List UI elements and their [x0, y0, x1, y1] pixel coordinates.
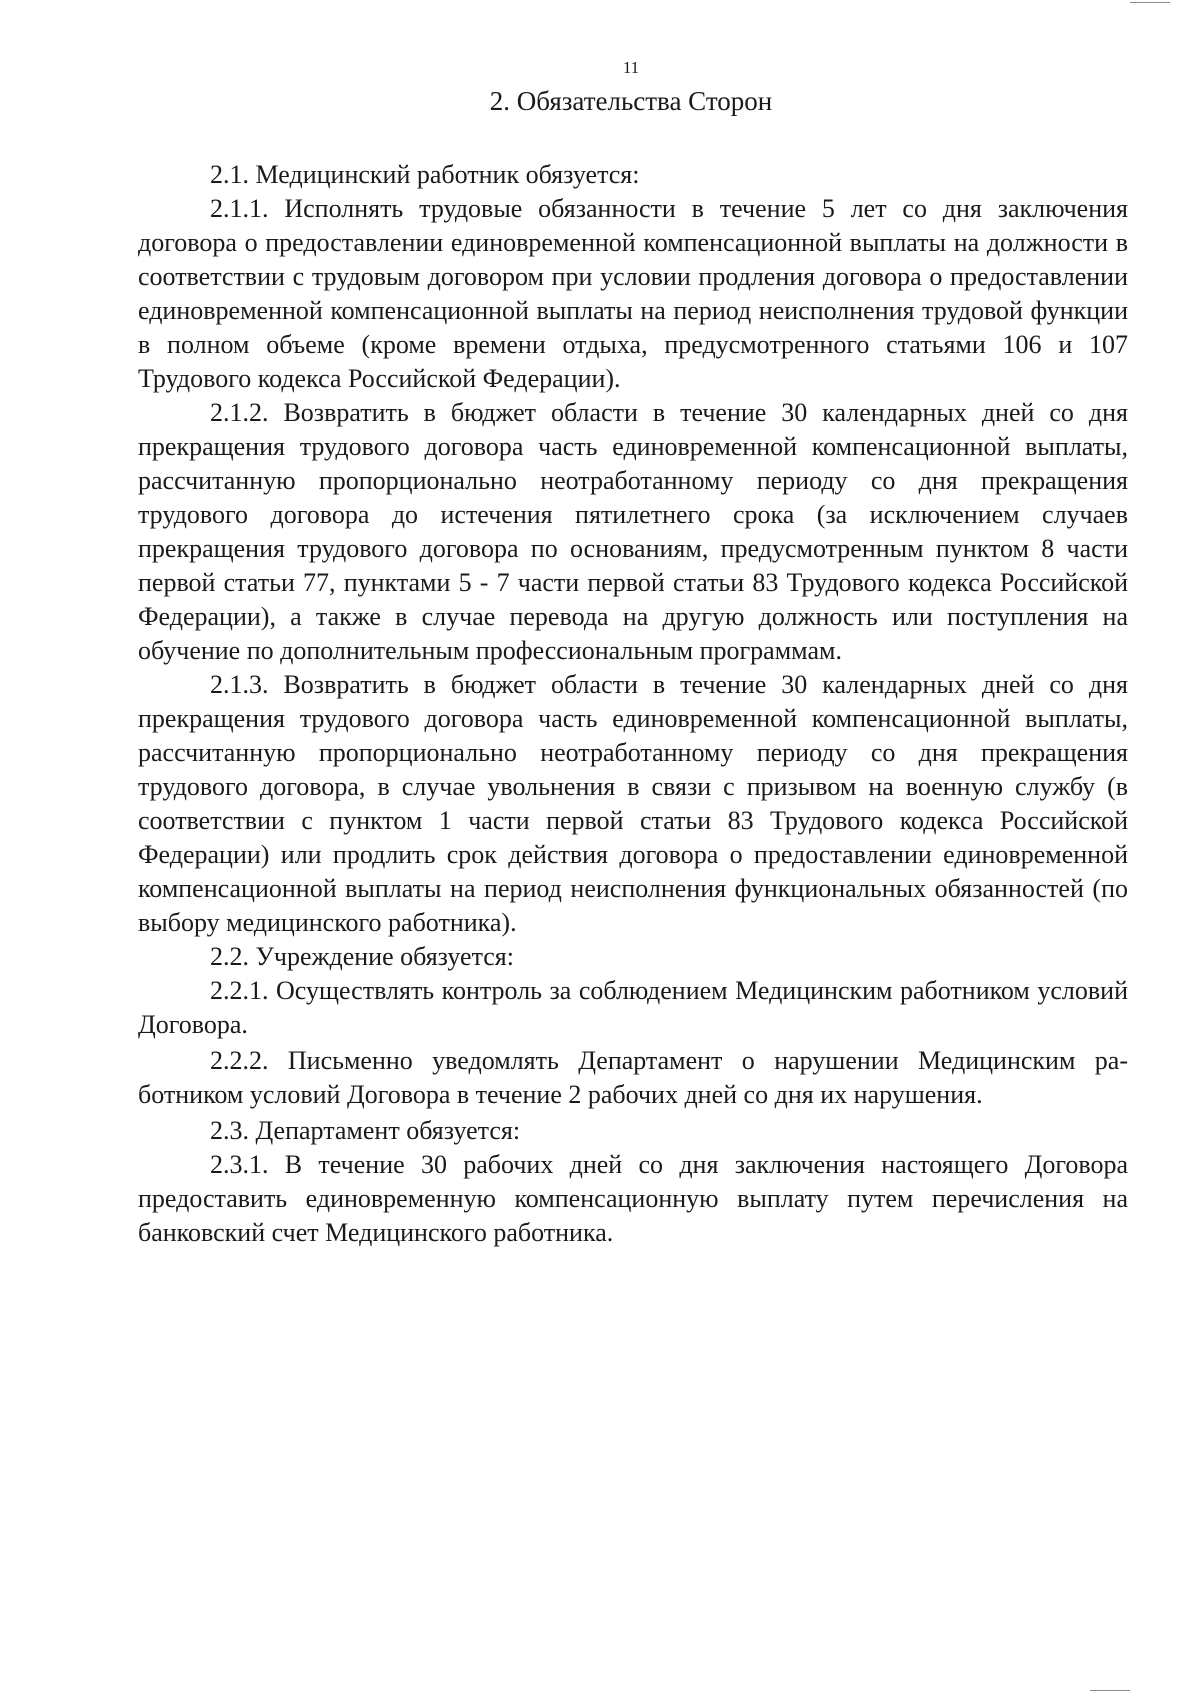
paragraph-2-1-3: 2.1.3. Возвратить в бюджет области в течение 30 календарных дней со дня прекращения трудового договора часть единовременной компенсационной выплаты, рассчитанную пропорционально неотработанному периоду со дня прекращения трудового договора, в случае увольнения в связи с призывом на военную службу (в соответствии с пунктом 1 части первой статьи 83 Трудового кодекса Российской Федерации) или продлить срок действия договора о предоставлении единовременной компенсационной выплаты на период неисполнения функциональных обязанностей (по выбору медицинского работника).: [138, 670, 1128, 937]
paragraph-2-2-1: 2.2.1. Осуществлять контроль за соблюдением Медицинским работником условий Договора.: [138, 976, 1128, 1039]
paragraph-2-1-2: 2.1.2. Возвратить в бюджет области в течение 30 календарных дней со дня прекращения трудового договора часть единовременной компенсационной выплаты, рассчитанную пропорционально неотработанному периоду со дня прекращения трудового договора до истечения пятилетнего срока (за исключением случаев прекращения трудового договора по основаниям, предусмотренным пунктом 8 части первой статьи 77, пунктами 5 - 7 части первой статьи 83 Трудового кодекса Российской Федерации), а также в случае перевода на другую должность или поступления на обучение по дополнительным профессиональным программам.: [138, 398, 1128, 665]
paragraph-2-3: 2.3. Департамент обязуется:: [210, 1116, 521, 1145]
document-body: [138, 158, 1128, 1250]
paragraph-2-2-2: 2.2.2. Письменно уведомлять Департамент о нарушении Медицинским работником условий Договора в течение 2 рабочих дней со дня их нарушения.: [138, 1046, 1128, 1109]
scan-artifact-bottom: [1090, 1690, 1130, 1691]
paragraph-2-1: 2.1. Медицинский работник обязуется:: [210, 160, 640, 189]
section-title: 2. Обязательства Сторон: [489, 86, 773, 116]
paragraph-2-1-1: 2.1.1. Исполнять трудовые обязанности в течение 5 лет со дня заключения договора о предоставлении единовременной компенсационной выплаты на должности в соответствии с трудовым договором при условии продления договора о предоставлении единовременной компенсационной выплаты на период неисполнения трудовой функции в полном объеме (кроме времени отдыха, предусмотренного статьями 106 и 107 Трудового кодекса Российской Федерации).: [138, 194, 1128, 393]
scan-artifact-top: [1130, 2, 1170, 3]
paragraph-2-3-1: 2.3.1. В течение 30 рабочих дней со дня заключения настоящего Договора предоставить единовременную компенсационную выплату путем перечисления на банковский счет Медицинского работника.: [138, 1150, 1128, 1247]
page-number: 11: [622, 58, 640, 77]
paragraph-2-2: 2.2. Учреждение обязуется:: [210, 942, 514, 971]
